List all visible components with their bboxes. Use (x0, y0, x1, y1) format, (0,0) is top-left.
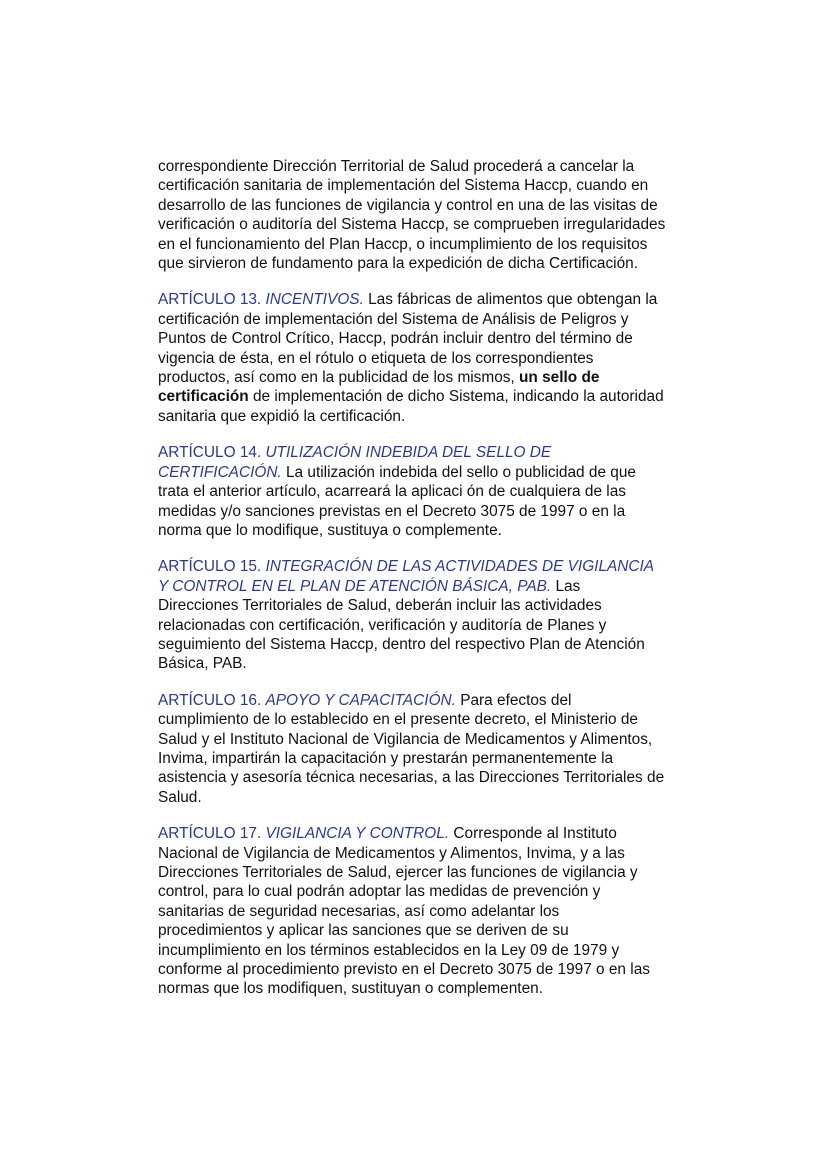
article-14 (158, 443, 718, 540)
text-line: sanitaria que expidió la certificación. (158, 407, 406, 425)
text-line: conforme al procedimiento previsto en el Decreto 3075 de 1997 o en las (158, 961, 650, 979)
text-line: en el funcionamiento del Plan Haccp, o incumplimiento de los requisitos (158, 235, 648, 253)
article-label: ARTÍCULO 17. (158, 825, 262, 843)
text-line: seguimiento del Sistema Haccp, dentro del respectivo Plan de Atención (158, 635, 645, 653)
text-line: certificación de implementación del Sistema de Análisis de Peligros y (158, 310, 629, 328)
text-line: Direcciones Territoriales de Salud, deberán incluir las actividades (158, 597, 602, 615)
bold-text: un sello de (519, 369, 600, 387)
text-line: Salud y el Instituto Nacional de Vigilancia de Medicamentos y Alimentos, (158, 730, 653, 748)
article-title: APOYO Y CAPACITACIÓN. (265, 691, 456, 709)
text-line (158, 290, 718, 309)
article-text: Para efectos del (460, 691, 572, 709)
text-line: Nacional de Vigilancia de Medicamentos y Alimentos, Invima, y a las (158, 844, 625, 862)
article-text: La utilización indebida del sello o publicidad de que (286, 463, 636, 481)
text-line: medidas y/o sanciones previstas en el Decreto 3075 de 1997 o en la (158, 502, 626, 520)
text-line (158, 577, 718, 596)
text-line: vigencia de ésta, en el rótulo o etiqueta de los correspondientes (158, 349, 594, 367)
text-line: norma que lo modifique, sustituya o complemente. (158, 521, 502, 539)
text-line (158, 463, 718, 482)
article-13 (158, 290, 718, 426)
text-line: Direcciones Territoriales de Salud, ejercer las funciones de vigilancia y (158, 864, 638, 881)
document-body (158, 157, 718, 1016)
text-line: relacionadas con certificación, verificación y auditoría de Planes y (158, 616, 607, 634)
text-line: procedimientos y aplicar las sanciones que se deriven de su (158, 922, 569, 940)
continuation-paragraph (158, 157, 718, 273)
text-line: que sirvieron de fundamento para la expedición de dicha Certificación. (158, 255, 638, 273)
article-title: INCENTIVOS. (265, 291, 364, 309)
article-label: ARTÍCULO 14. (158, 444, 262, 462)
article-17 (158, 824, 718, 999)
text-line: sanitarias de seguridad necesarias, así como adelantar los (158, 902, 560, 920)
article-text: Las fábricas de alimentos que obtengan la (368, 291, 658, 309)
article-16 (158, 691, 718, 807)
text-line (158, 691, 718, 710)
text-line: cumplimiento de lo establecido en el presente decreto, el Ministerio de (158, 711, 638, 729)
article-text: Corresponde al Instituto (453, 825, 617, 843)
text-line: trata el anterior artículo, acarreará la aplicaci ón de cualquiera de las (158, 483, 626, 501)
text-line (158, 557, 718, 576)
article-title: CERTIFICACIÓN. (158, 463, 282, 481)
article-text: productos, así como en la publicidad de los mismos, (158, 369, 515, 387)
article-label: ARTÍCULO 13. (158, 291, 262, 309)
article-title: INTEGRACIÓN DE LAS ACTIVIDADES DE VIGILANCIA (265, 558, 655, 576)
text-line (158, 443, 718, 462)
text-line: desarrollo de las funciones de vigilancia y control en una de las visitas de (158, 196, 658, 214)
text-line: normas que los modifiquen, sustituyan o complementen. (158, 980, 543, 998)
text-line (158, 824, 718, 843)
article-label: ARTÍCULO 15. (158, 558, 262, 576)
article-title: VIGILANCIA Y CONTROL. (265, 825, 450, 843)
article-text: de implementación de dicho Sistema, indicando la autoridad (252, 388, 664, 406)
text-line: verificación o auditoría del Sistema Haccp, se comprueben irregularidades (158, 216, 666, 234)
article-text: Las (555, 577, 581, 595)
article-title: Y CONTROL EN EL PLAN DE ATENCIÓN BÁSICA, PAB. (158, 577, 552, 595)
text-line: certificación sanitaria de implementación del Sistema Haccp, cuando en (158, 177, 649, 195)
text-line: correspondiente Dirección Territorial de Salud procederá a cancelar la (158, 158, 635, 175)
text-line (158, 387, 718, 406)
text-line: Salud. (158, 788, 202, 806)
text-line: Puntos de Control Crítico, Haccp, podrán incluir dentro del término de (158, 330, 633, 348)
bold-text: certificación (158, 388, 249, 406)
article-15 (158, 557, 718, 673)
article-title: UTILIZACIÓN INDEBIDA DEL SELLO DE (265, 444, 552, 462)
text-line: Básica, PAB. (158, 655, 247, 673)
text-line: control, para lo cual podrán adoptar las medidas de prevención y (158, 883, 601, 901)
article-label: ARTÍCULO 16. (158, 691, 262, 709)
text-line (158, 368, 718, 387)
text-line: incumplimiento en los términos establecidos en la Ley 09 de 1979 y (158, 941, 620, 959)
text-line: Invima, impartirán la capacitación y prestarán permanentemente la (158, 749, 614, 767)
text-line: asistencia y asesoría técnica necesarias, a las Direcciones Territoriales de (158, 769, 665, 787)
